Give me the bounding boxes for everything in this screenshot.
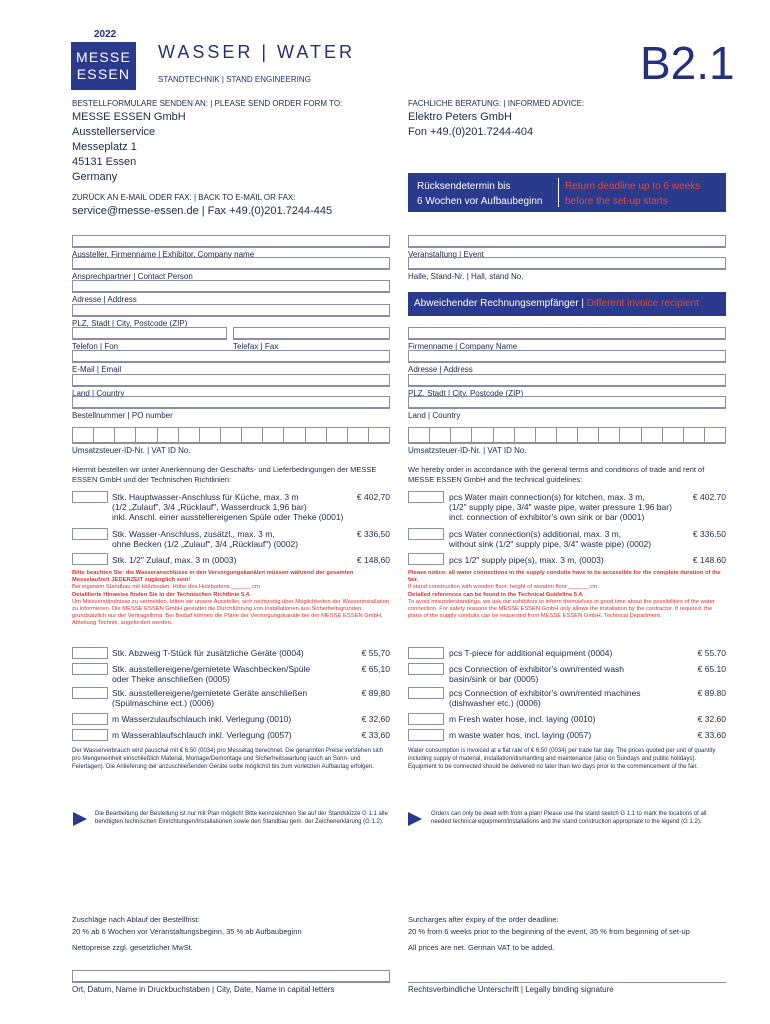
- consumption-en: Water consumption is invoiced at a flat rate of € 6.50 (0034) per trade fair day. The prices quoted per unit of quantity including supply of material, installation/dismantling and maintenance (also on Sundays and public holidays). Equipment to be connected should be delivered no later than two days prior to the commencement of the fair.: [408, 748, 716, 770]
- price-0001-de: € 402,70: [356, 492, 390, 502]
- surcharge-en: Surcharges after expiry of the order deadline: 20 % from 6 weeks prior to the beginning of the event, 35 % from beginning of set-up All prices are net. German VAT to be added.: [408, 915, 690, 952]
- messe-essen-logo: MESSE ESSEN: [71, 42, 136, 90]
- form-code: B2.1: [640, 37, 735, 89]
- hall-stand-field[interactable]: [408, 257, 726, 269]
- item-price: € 55,70: [361, 648, 390, 658]
- item-description: pcs Connection of exhibitor's own/rented machines (dishwasher etc.) (0006): [449, 688, 641, 708]
- vat-id-digit-box[interactable]: [705, 427, 726, 443]
- qty-box[interactable]: [72, 713, 108, 725]
- vat-id-digit-box[interactable]: [221, 427, 242, 443]
- place-date-name-field[interactable]: [72, 970, 390, 982]
- signature-label: Rechtsverbindliche Unterschrift | Legally binding signature: [408, 985, 614, 994]
- email-field[interactable]: [72, 350, 390, 362]
- plan-note-de: Die Bearbeitung der Bestellung ist nur mit Plan möglich! Bitte kennzeichnen Sie auf der Standskizze G 1.1 alle benötigten technischen Einrichtungen/Installationen sowie den Standbau gem. der Zeichenerklärung (G 1.2).: [95, 811, 388, 825]
- vat-id-digit-box[interactable]: [200, 427, 221, 443]
- vat-id-digit-box[interactable]: [158, 427, 179, 443]
- email-label: E-Mail | Email: [72, 362, 390, 374]
- qty-0001-de[interactable]: [72, 491, 108, 503]
- item-description: Stk. ausstellereigene/gemietete Geräte anschließen (Spülmaschine ect.) (0006): [112, 688, 308, 708]
- qty-0002-en[interactable]: [408, 528, 444, 540]
- advice-contact: Elektro Peters GmbH Fon +49.(0)201.7244-404: [408, 111, 534, 138]
- fax-field[interactable]: [233, 327, 390, 339]
- vat-id-digit-box[interactable]: [72, 427, 94, 443]
- item-description: m waste water hos, incl. laying (0057): [449, 730, 592, 740]
- item-price: € 89.80: [697, 688, 726, 698]
- vat-id-digit-box[interactable]: [348, 427, 369, 443]
- qty-box[interactable]: [408, 713, 444, 725]
- vat-id-digit-box[interactable]: [306, 427, 327, 443]
- consumption-de: Der Wasserverbrauch wird pauschal mit € 6,50 (0034) pro Messetag berechnet. Die genannten Preise verstehen sich pro Mengeneinheit einschließlich Material, Montage/Demontage und Sicherheitswartung (auch an Sonn- und Feiertagen). Die Anlieferung der anzuschließenden Geräte sollte möglichst bis zum vorletzten Aufbautag erfolgen.: [72, 748, 384, 770]
- city-label: PLZ, Stadt | City, Postcode (ZIP): [72, 316, 390, 328]
- qty-box[interactable]: [72, 729, 108, 741]
- qty-box[interactable]: [408, 687, 444, 699]
- item-description: m Fresh water hose, incl. laying (0010): [449, 714, 596, 724]
- contact-label: Ansprechpartner | Contact Person: [72, 269, 390, 281]
- po-number-field[interactable]: [72, 396, 390, 408]
- intro-de: Hiermit bestellen wir unter Anerkennung der Geschäfts- und Lieferbedingungen der MESSE ESSEN GmbH und der Technischen Richtlinien:: [72, 465, 377, 484]
- item-price: € 65,10: [361, 664, 390, 674]
- exhibitor-field[interactable]: [72, 235, 390, 247]
- invoice-address-field[interactable]: [408, 350, 726, 362]
- page-subtitle: STANDTECHNIK | STAND ENGINEERING: [158, 75, 311, 84]
- item-price: € 32.60: [697, 714, 726, 724]
- item-description: Stk. Abzweig T-Stück für zusätzliche Geräte (0004): [112, 648, 304, 658]
- invoice-recipient-header: Abweichender Rechnungsempfänger | Different invoice recipient: [408, 292, 726, 316]
- vat-id-digit-box[interactable]: [472, 427, 493, 443]
- vat-id-digit-box[interactable]: [557, 427, 578, 443]
- invoice-vat-id-label: Umsatzsteuer-ID-Nr. | VAT ID No.: [408, 443, 726, 455]
- note-de: Bitte beachten Sie: die Wasseranschlüsse in den Versorgungskanälen müssen während der gesamten Messelaufzeit JEDERZEIT zugänglich sein! Bei eigenem Standbau mit Holzboden: Höhe des Holzbodens ______ cm Detaillierte Hinweise finden Sie in der Technischen Richtlinie 5.4. Um Missverständnisse zu vermeiden, bitten wir unsere Aussteller, sich rechtzeitig über Möglichkeiten der Wasserinstallation zu informieren. Die MESSE ESSEN GmbH gestattet die Durchführung von Installationen aus Sicherheitsgründen grundsätzlich nur der Vertragsfirma. Bei Bedarf können die Pläne der Versorgungskanäle bei der MESSE ESSEN GmbH, Abteilung Technik, angefordert werden.: [72, 570, 390, 627]
- qty-box[interactable]: [72, 647, 108, 659]
- invoice-city-label: PLZ, Stadt | City, Postcode (ZIP): [408, 386, 726, 398]
- city-field[interactable]: [72, 304, 390, 316]
- vat-id-digit-box[interactable]: [408, 427, 430, 443]
- note-en: Please notice: all water connections in the supply conduits have to be accessible for the complete duration of the fair. If stand construction with wooden floor: height of wooden floor ______ cm Detailed references can be found in the Technical Guideline 5.4. To avoid misunderstandings, we ask our exhibitors to inform themselves in good time about the possibilities of the water connection. For safety reasons the MESSE ESSEN GmbH only allows the installation by the contractor. If required, the plans of the supply conduits can be requested from MESSE ESSEN GmbH, Technical Department.: [408, 570, 721, 620]
- company-field[interactable]: [408, 327, 726, 339]
- year: 2022: [94, 29, 117, 40]
- price-0002-en: € 336.50: [692, 529, 726, 539]
- qty-0001-en[interactable]: [408, 491, 444, 503]
- qty-box[interactable]: [408, 663, 444, 675]
- return-contact: service@messe-essen.de | Fax +49.(0)201.7244-445: [72, 205, 333, 217]
- vat-id-digit-box[interactable]: [620, 427, 641, 443]
- intro-en: We hereby order in accordance with the general terms and conditions of trade and rent of MESSE ESSEN GmbH and the technical guidelines:: [408, 465, 705, 484]
- item-price: € 89,80: [361, 688, 390, 698]
- price-0002-de: € 336,50: [356, 529, 390, 539]
- vat-id-digit-box[interactable]: [684, 427, 705, 443]
- exhibitor-label: Aussteller, Firmenname | Exhibitor, Company name: [72, 247, 390, 259]
- item-price: € 55.70: [697, 648, 726, 658]
- invoice-country-field[interactable]: [408, 396, 726, 408]
- phone-field[interactable]: [72, 327, 227, 339]
- fax-label: Telefax | Fax: [233, 339, 390, 351]
- invoice-address-label: Adresse | Address: [408, 362, 726, 374]
- item-0003-en: pcs 1/2" supply pipe(s), max. 3 m, (0003): [449, 555, 604, 565]
- item-description: pcs Connection of exhibitor's own/rented wash basin/sink or bar (0005): [449, 664, 625, 684]
- item-description: Stk. ausstellereigene/gemietete Waschbecken/Spüle oder Theke anschließen (0005): [112, 664, 311, 684]
- price-0003-en: € 148.60: [692, 555, 726, 565]
- vat-id-digit-box[interactable]: [599, 427, 620, 443]
- item-0001-en: pcs Water main connection(s) for kitchen, max. 3 m, (1/2" supply pipe, 3/4" waste pipe, water pressure 1.96 bar) incl. connection of exhibitor's own sink or bar (0001): [449, 492, 672, 522]
- hall-stand-label: Halle, Stand-Nr. | Hall, stand No.: [408, 269, 726, 281]
- vat-id-digit-box[interactable]: [242, 427, 263, 443]
- arrow-icon: [408, 812, 422, 826]
- vat-id-digit-box[interactable]: [663, 427, 684, 443]
- qty-box[interactable]: [408, 647, 444, 659]
- phone-label: Telefon | Fon: [72, 339, 227, 351]
- address-field[interactable]: [72, 280, 390, 292]
- item-price: € 33,60: [361, 730, 390, 740]
- invoice-vat-id-boxes[interactable]: [408, 427, 726, 443]
- qty-0002-de[interactable]: [72, 528, 108, 540]
- vat-id-digit-box[interactable]: [578, 427, 599, 443]
- qty-0003-en[interactable]: [408, 553, 444, 565]
- event-field[interactable]: [408, 235, 726, 247]
- vat-id-digit-box[interactable]: [284, 427, 305, 443]
- signature-line[interactable]: [408, 982, 726, 983]
- plan-note-en: Orders can only be dealt with from a plan! Please use the stand sketch G 1.1 to mark the locations of all needed technical equipment/installations and the stand construction appropriate to the legend (G 1.2).: [431, 811, 707, 825]
- vat-id-digit-box[interactable]: [642, 427, 663, 443]
- vat-id-digit-box[interactable]: [263, 427, 284, 443]
- arrow-icon: [73, 812, 87, 826]
- country-label: Land | Country: [72, 386, 390, 398]
- po-number-label: Bestellnummer | PO number: [72, 408, 390, 420]
- vat-id-digit-box[interactable]: [179, 427, 200, 443]
- vat-id-digit-box[interactable]: [430, 427, 451, 443]
- return-label: ZURÜCK AN E-MAIL ODER FAX: | BACK TO E-MAIL OR FAX:: [72, 193, 296, 202]
- vat-id-digit-box[interactable]: [327, 427, 348, 443]
- item-0001-de: Stk. Hauptwasser-Anschluss für Küche, max. 3 m (1/2 „Zulauf", 3/4 „Rücklauf", Wasserdruck 1,96 bar) inkl. Anschl. einer ausstellereigenen Spüle oder Theke (0001): [112, 492, 344, 522]
- place-date-name-label: Ort, Datum, Name in Druckbuchstaben | City, Date, Name in capital letters: [72, 982, 390, 994]
- price-0003-de: € 148,60: [356, 555, 390, 565]
- item-description: pcs T-piece for additional equipment (0004): [449, 648, 613, 658]
- item-0002-en: pcs Water connection(s) additional, max. 3 m, without sink (1/2" supply pipe, 3/4" waste pipe) (0002): [449, 529, 652, 549]
- send-to-address: MESSE ESSEN GmbH Ausstellerservice Messeplatz 1 45131 Essen Germany: [72, 111, 186, 183]
- vat-id-label: Umsatzsteuer-ID-Nr. | VAT ID No.: [72, 443, 390, 455]
- surcharge-de: Zuschläge nach Ablauf der Bestellfrist: 20 % ab 6 Wochen vor Veranstaltungsbeginn, 35 % ab Aufbaubeginn Nettopreise zzgl. gesetzlicher MwSt.: [72, 915, 302, 952]
- item-price: € 33.60: [697, 730, 726, 740]
- send-to-label: BESTELLFORMULARE SENDEN AN: | PLEASE SEND ORDER FORM TO:: [72, 99, 343, 108]
- advice-label: FACHLICHE BERATUNG: | INFORMED ADVICE:: [408, 99, 585, 108]
- company-label: Firmenname | Company Name: [408, 339, 726, 351]
- item-0003-de: Stk. 1/2" Zulauf, max. 3 m (0003): [112, 555, 237, 565]
- vat-id-digit-box[interactable]: [451, 427, 472, 443]
- qty-box[interactable]: [72, 687, 108, 699]
- item-description: m Wasserzulaufschlauch inkl. Verlegung (0010): [112, 714, 292, 724]
- price-0001-en: € 402.70: [692, 492, 726, 502]
- vat-id-digit-box[interactable]: [494, 427, 515, 443]
- item-price: € 65.10: [697, 664, 726, 674]
- qty-0003-de[interactable]: [72, 553, 108, 565]
- page-title: WASSER | WATER: [158, 42, 356, 62]
- invoice-city-field[interactable]: [408, 374, 726, 386]
- qty-box[interactable]: [72, 663, 108, 675]
- vat-id-digit-box[interactable]: [369, 427, 390, 443]
- address-label: Adresse | Address: [72, 292, 390, 304]
- invoice-country-label: Land | Country: [408, 408, 726, 420]
- vat-id-boxes[interactable]: [72, 427, 390, 443]
- item-description: m Wasserablaufschlauch inkl. Verlegung (0057): [112, 730, 292, 740]
- vat-id-digit-box[interactable]: [136, 427, 157, 443]
- vat-id-digit-box[interactable]: [536, 427, 557, 443]
- qty-box[interactable]: [408, 729, 444, 741]
- vat-id-digit-box[interactable]: [94, 427, 115, 443]
- contact-field[interactable]: [72, 257, 390, 269]
- item-0002-de: Stk. Wasser-Anschluss, zusätzl., max. 3 m, ohne Becken (1/2 „Zulauf", 3/4 „Rücklauf") (0002): [112, 529, 299, 549]
- item-price: € 32,60: [361, 714, 390, 724]
- event-label: Veranstaltung | Event: [408, 247, 726, 259]
- vat-id-digit-box[interactable]: [515, 427, 536, 443]
- deadline-box: Rücksendetermin bis 6 Wochen vor Aufbaubeginn Return deadline up to 6 weeks before the set-up starts: [408, 173, 726, 212]
- vat-id-digit-box[interactable]: [115, 427, 136, 443]
- country-field[interactable]: [72, 374, 390, 386]
